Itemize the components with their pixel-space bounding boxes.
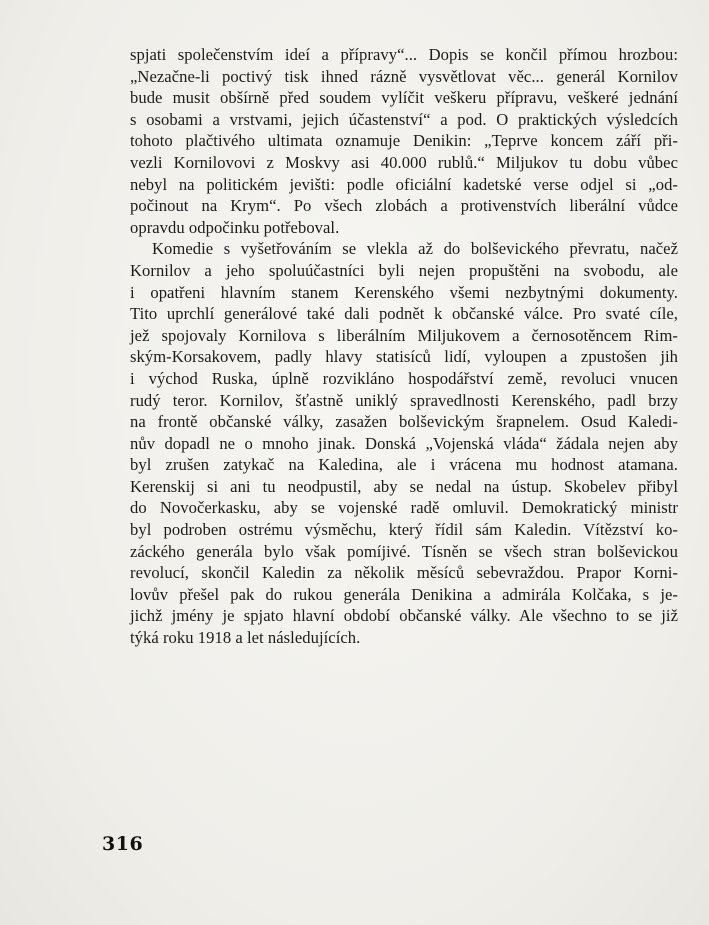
text-line: lovův přešel pak do rukou generála Denikina a admirála Kolčaka, s je- — [130, 584, 678, 604]
text-line: i opatřeni hlavním stanem Kerenského všemi nezbytnými dokumenty. — [130, 282, 678, 302]
text-line: jichž jmény je spjato hlavní období občanské války. Ale všechno to se již — [130, 606, 678, 626]
text-line: s osobami a vrstvami, jejich účastenství“ a pod. O praktických výsledcích — [130, 109, 678, 129]
text-line: na frontě občanské války, zasažen bolševickým šrapnelem. Osud Kaledi- — [130, 412, 678, 432]
text-line: revolucí, skončil Kaledin za několik měsíců sebevraždou. Prapor Korni- — [130, 563, 678, 583]
text-line: Komedie s vyšetřováním se vlekla až do bolševického převratu, načež — [152, 239, 678, 259]
text-line: tohoto plačtivého ultimata oznamuje Denikin: „Teprve koncem září při- — [130, 131, 678, 151]
text-line: Tito uprchlí generálové také dali podnět k občanské válce. Pro svaté cíle, — [130, 304, 678, 324]
text-line: nův dopadl ne o mnoho jinak. Donská „Vojenská vláda“ žádala nejen aby — [130, 433, 678, 453]
text-line: ským-Korsakovem, padly hlavy statisíců lidí, vyloupen a zpustošen jih — [130, 347, 678, 367]
text-line: týká roku 1918 a let následujících. — [130, 628, 361, 648]
text-line: nebyl na politickém jevišti: podle oficiální kadetské verse odjel si „od- — [130, 174, 678, 194]
text-line: vezli Kornilovovi z Moskvy asi 40.000 rublů.“ Miljukov tu dobu vůbec — [130, 152, 678, 172]
text-line: bude musit obšírně před soudem vylíčit veškeru přípravu, veškeré jednání — [130, 88, 678, 108]
text-line: jež spojovaly Kornilova s liberálním Miljukovem a černosotěncem Rim- — [130, 325, 678, 345]
text-line: Kornilov a jeho spoluúčastníci byli nejen propuštěni na svobodu, ale — [130, 260, 678, 280]
text-line: Kerenskij si ani tu neodpustil, aby se nedal na ústup. Skobelev přibyl — [130, 476, 678, 496]
text-line: byl podroben ostrému výsměchu, který řídil sám Kaledin. Vítězství ko- — [130, 520, 678, 540]
page-number: 316 — [102, 833, 144, 855]
text-line: záckého generála bylo však pomíjivé. Tísněn se všech stran bolševickou — [130, 541, 678, 561]
text-line: i východ Ruska, úplně rozvikláno hospodářství země, revoluci vnucen — [130, 368, 678, 388]
body-text — [130, 44, 678, 649]
text-line: počinout na Krym“. Po všech zlobách a protivenstvích liberální vůdce — [130, 196, 678, 216]
text-line: „Nezačne-li poctivý tisk ihned rázně vysvětlovat věc... generál Kornilov — [130, 66, 678, 86]
text-line: do Novočerkasku, aby se vojenské radě omluvil. Demokratický ministr — [130, 498, 678, 518]
text-line: byl zrušen zatykač na Kaledina, ale i vrácena mu hodnost atamana. — [130, 455, 678, 475]
text-line: rudý teror. Kornilov, šťastně uniklý spravedlnosti Kerenského, padl brzy — [130, 390, 678, 410]
text-line: spjati společenstvím ideí a přípravy“... Dopis se končil přímou hrozbou: — [130, 45, 678, 64]
paragraph-2 — [130, 238, 678, 648]
paragraph-1 — [130, 44, 678, 238]
text-line: opravdu odpočinku potřeboval. — [130, 217, 340, 237]
